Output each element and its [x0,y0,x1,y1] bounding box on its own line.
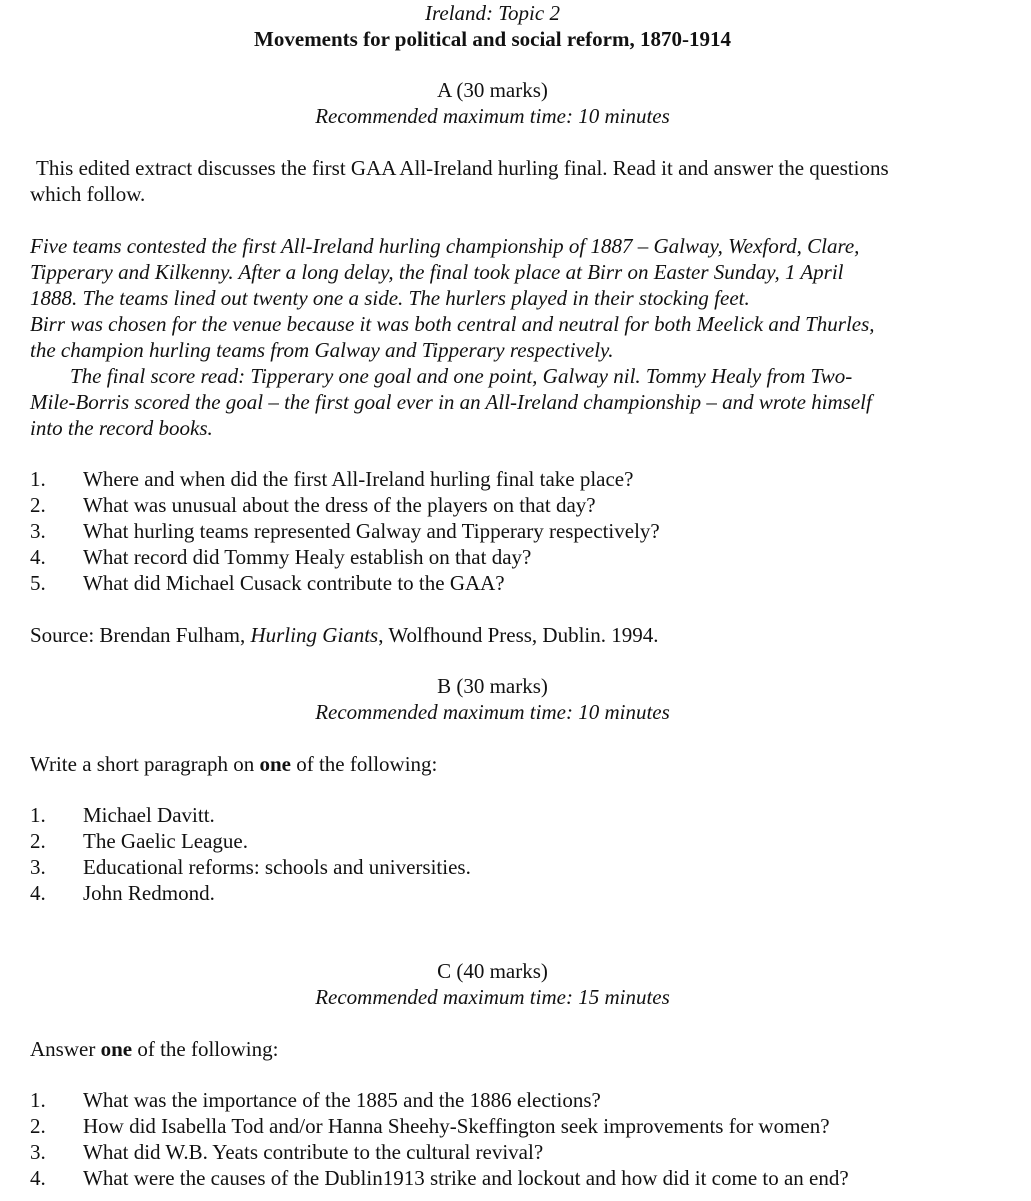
question-number: 1. [30,467,46,491]
page-title: Movements for political and social reform, 1870-1914 [254,27,731,51]
question-item [30,466,633,492]
extract-line: into the record books. [30,416,213,440]
question-text: What record did Tommy Healy establish on that day? [83,545,532,569]
essay-number: 2. [30,1114,46,1138]
extract-line: The final score read: Tipperary one goal and one point, Galway nil. Tommy Healy from Two- [70,364,853,388]
instruction-text: of the following: [290,752,438,776]
topic-item [30,828,248,854]
essay-text: What was the importance of the 1885 and the 1886 elections? [83,1088,601,1112]
question-text: What did Michael Cusack contribute to the GAA? [83,571,505,595]
question-text: What hurling teams represented Galway and Tipperary respectively? [83,519,660,543]
extract-line: the champion hurling teams from Galway and Tipperary respectively. [30,338,614,362]
extract-line: Tipperary and Kilkenny. After a long delay, the final took place at Birr on Easter Sunday, 1 April [30,260,844,284]
instruction-emphasis: one [100,1037,133,1061]
question-number: 5. [30,571,46,595]
topic-text: Educational reforms: schools and universities. [83,855,471,879]
topic-item [30,802,215,828]
source-citation [30,622,659,648]
extract-line: Mile-Borris scored the goal – the first goal ever in an All-Ireland championship – and wrote himself [30,390,872,414]
essay-item [30,1165,849,1191]
essay-number: 1. [30,1088,46,1112]
topic-text: Michael Davitt. [83,803,215,827]
section-c-time: Recommended maximum time: 15 minutes [315,985,670,1009]
source-book-title: Hurling Giants [250,623,379,647]
question-item [30,544,531,570]
essay-text: How did Isabella Tod and/or Hanna Sheehy-Skeffington seek improvements for women? [83,1114,830,1138]
topic-item [30,880,215,906]
question-number: 3. [30,519,46,543]
essay-item [30,1113,830,1139]
question-text: Where and when did the first All-Ireland hurling final take place? [83,467,634,491]
extract-line: 1888. The teams lined out twenty one a side. The hurlers played in their stocking feet. [30,286,750,310]
extract-line: Five teams contested the first All-Ireland hurling championship of 1887 – Galway, Wexford, Clare, [30,234,860,258]
intro-line-1: This edited extract discusses the first GAA All-Ireland hurling final. Read it and answer the questions [36,156,889,180]
essay-text: What were the causes of the Dublin1913 strike and lockout and how did it come to an end? [83,1166,849,1190]
topic-number: 4. [30,881,46,905]
section-a-heading: A (30 marks) [437,78,548,102]
topic-number: 2. [30,829,46,853]
section-b-time: Recommended maximum time: 10 minutes [315,700,670,724]
question-text: What was unusual about the dress of the players on that day? [83,493,596,517]
question-item [30,518,660,544]
section-a-time: Recommended maximum time: 10 minutes [315,104,670,128]
question-item [30,570,505,596]
section-c-instruction [30,1036,278,1062]
instruction-text: Write a short paragraph on [30,752,260,776]
instruction-emphasis: one [259,752,291,776]
section-c-heading: C (40 marks) [437,959,548,983]
topic-text: The Gaelic League. [83,829,248,853]
question-number: 4. [30,545,46,569]
instruction-text: Answer [30,1037,101,1061]
question-number: 2. [30,493,46,517]
topic-number: 3. [30,855,46,879]
topic-text: John Redmond. [83,881,215,905]
essay-item [30,1139,543,1165]
topic-label: Ireland: Topic 2 [425,1,560,25]
topic-number: 1. [30,803,46,827]
instruction-text: of the following: [132,1037,279,1061]
essay-text: What did W.B. Yeats contribute to the cultural revival? [83,1140,544,1164]
section-b-instruction [30,751,437,777]
source-suffix: , Wolfhound Press, Dublin. 1994. [378,623,659,647]
topic-item [30,854,471,880]
intro-line-2: which follow. [30,182,146,206]
essay-number: 4. [30,1166,46,1190]
extract-line: Birr was chosen for the venue because it was both central and neutral for both Meelick and Thurles, [30,312,875,336]
essay-item [30,1087,601,1113]
source-prefix: Source: Brendan Fulham, [30,623,251,647]
question-item [30,492,596,518]
section-b-heading: B (30 marks) [437,674,548,698]
essay-number: 3. [30,1140,46,1164]
